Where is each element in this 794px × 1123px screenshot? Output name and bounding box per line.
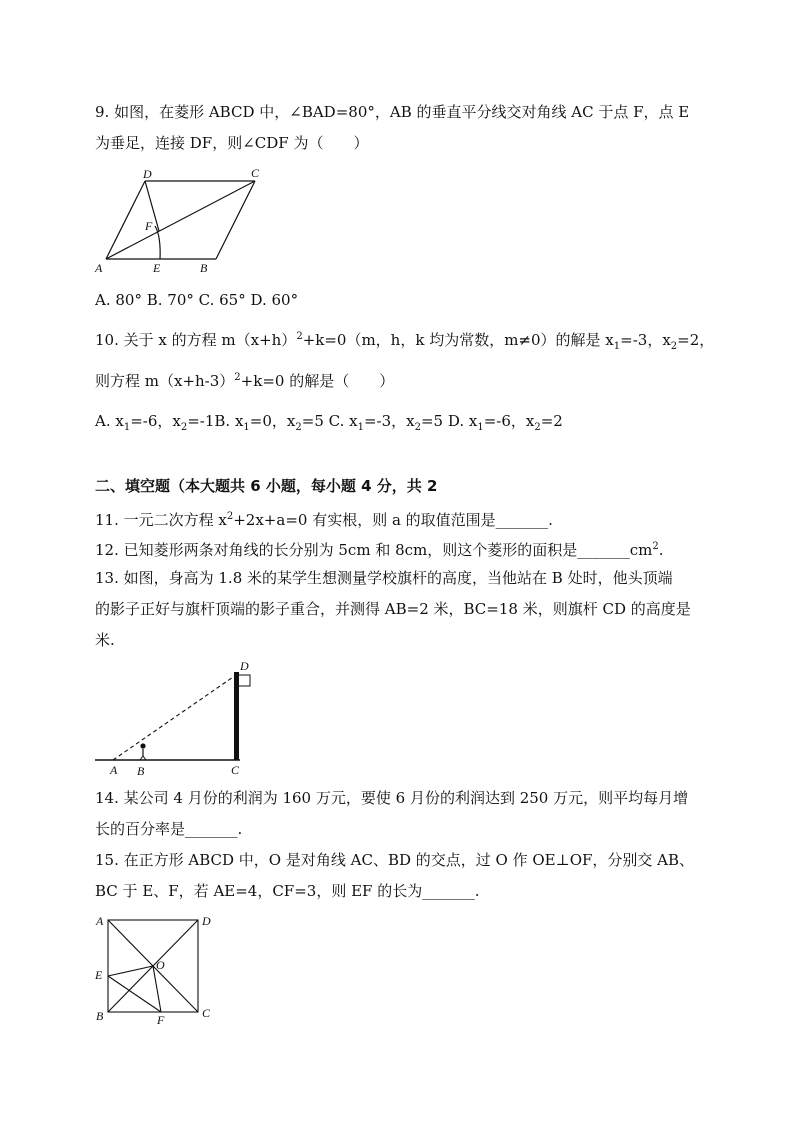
label-d: D	[143, 167, 152, 181]
q14-line1: 14. 某公司 4 月份的利润为 160 万元，要使 6 月份的利润达到 250 万元，则平均每月增	[95, 789, 689, 807]
q14-line2: 长的百分率是_______.	[95, 820, 243, 838]
q10-l1-b: +k=0（m，h，k 均为常数，m≠0）的解是 x	[302, 331, 614, 349]
q12-sup: 2	[652, 541, 659, 552]
q11-line	[95, 507, 553, 530]
label-c: C	[251, 166, 260, 180]
q9-line2: 为垂足，连接 DF，则∠CDF 为（ ）	[95, 134, 369, 152]
shadow-line	[113, 675, 236, 760]
q10-o-a: A. x	[95, 412, 124, 430]
q10-options	[95, 411, 563, 438]
q10-o-h: =-6，x	[483, 412, 535, 430]
q10-l1-sup: 2	[296, 331, 303, 342]
q10-o-s7: 1	[477, 422, 484, 433]
label-15-c: C	[202, 1006, 211, 1020]
q10-o-g: =5 D. x	[420, 412, 478, 430]
q9-line1: 9. 如图，在菱形 ABCD 中，∠BAD=80°，AB 的垂直平分线交对角线 AC 于点 F，点 E	[95, 103, 690, 121]
label-15-f: F	[157, 1013, 165, 1027]
label-b: B	[200, 261, 208, 275]
diagonal-ac	[106, 181, 255, 259]
label-f: F	[145, 219, 153, 233]
q10-l1-d: =2，	[677, 331, 715, 349]
q10-o-c: =-1B. x	[187, 412, 244, 430]
label-15-o: O	[156, 958, 165, 972]
label-15-d: D	[202, 914, 211, 928]
section-heading: 二、填空题（本大题共 6 小题，每小题 4 分，共 2	[95, 477, 438, 495]
q10-l2-sup: 2	[234, 372, 241, 383]
label-13-a: A	[110, 763, 118, 777]
q10-o-s5: 1	[357, 422, 364, 433]
flag	[239, 675, 250, 686]
side-ad	[106, 181, 145, 259]
q10-o-d: =0，x	[249, 412, 296, 430]
q10-line1	[95, 327, 714, 357]
label-e: E	[153, 261, 161, 275]
segment-ef	[108, 976, 161, 1012]
q10-o-s3: 1	[243, 422, 250, 433]
q13-line1: 13. 如图，身高为 1.8 米的某学生想测量学校旗杆的高度，当他站在 B 处时，他头顶端	[95, 569, 673, 587]
q10-o-s2: 2	[180, 422, 188, 433]
q10-o-e: =5 C. x	[301, 412, 358, 430]
q10-o-i: =2	[540, 412, 563, 430]
label-13-b: B	[137, 764, 145, 778]
q13-line2: 的影子正好与旗杆顶端的影子重合，并测得 AB=2 米，BC=18 米，则旗杆 CD 的高度是	[95, 600, 691, 618]
q10-l1-s1: 1	[613, 341, 621, 352]
student-head	[140, 743, 145, 748]
q10-o-s1: 1	[123, 422, 131, 433]
q10-l1-c: =-3，x	[620, 331, 671, 349]
q10-l2-a: 则方程 m（x+h-3）	[95, 372, 235, 390]
label-13-d: D	[240, 659, 249, 673]
q15-line2: BC 于 E、F，若 AE=4，CF=3，则 EF 的长为_______.	[95, 882, 480, 900]
q11-b: +2x+a=0 有实根，则 a 的取值范围是_______.	[233, 511, 553, 529]
q9-options: A. 80° B. 70° C. 65° D. 60°	[95, 291, 299, 309]
q10-l1-a: 10. 关于 x 的方程 m（x+h）	[95, 331, 297, 349]
q10-o-f: =-3，x	[363, 412, 415, 430]
segment-oe	[108, 966, 153, 976]
q11-sup: 2	[226, 511, 234, 522]
q10-o-b: =-6，x	[130, 412, 181, 430]
label-13-c: C	[231, 763, 240, 777]
label-15-a: A	[96, 914, 104, 928]
label-15-e: E	[95, 968, 103, 982]
q15-line1: 15. 在正方形 ABCD 中，O 是对角线 AC、BD 的交点，过 O 作 OE⊥OF，分别交 AB、	[95, 851, 695, 869]
label-a: A	[95, 261, 103, 275]
q11-a: 11. 一元二次方程 x	[95, 511, 227, 529]
side-cb	[216, 181, 255, 259]
q10-o-s4: 2	[295, 422, 302, 433]
q10-l1-s2: 2	[670, 341, 678, 352]
q10-l2-b: +k=0 的解是（ ）	[240, 372, 395, 390]
q10-o-s8: 2	[534, 422, 541, 433]
q10-line2	[95, 368, 394, 391]
q12-a: 12. 已知菱形两条对角线的长分别为 5cm 和 8cm，则这个菱形的面积是_______cm	[95, 541, 653, 559]
q13-line3: 米.	[95, 631, 115, 649]
label-15-b: B	[96, 1009, 104, 1023]
q12-b: .	[658, 541, 664, 559]
q10-o-s6: 2	[414, 422, 421, 433]
q12-line	[95, 537, 664, 560]
flagpole	[234, 672, 239, 760]
